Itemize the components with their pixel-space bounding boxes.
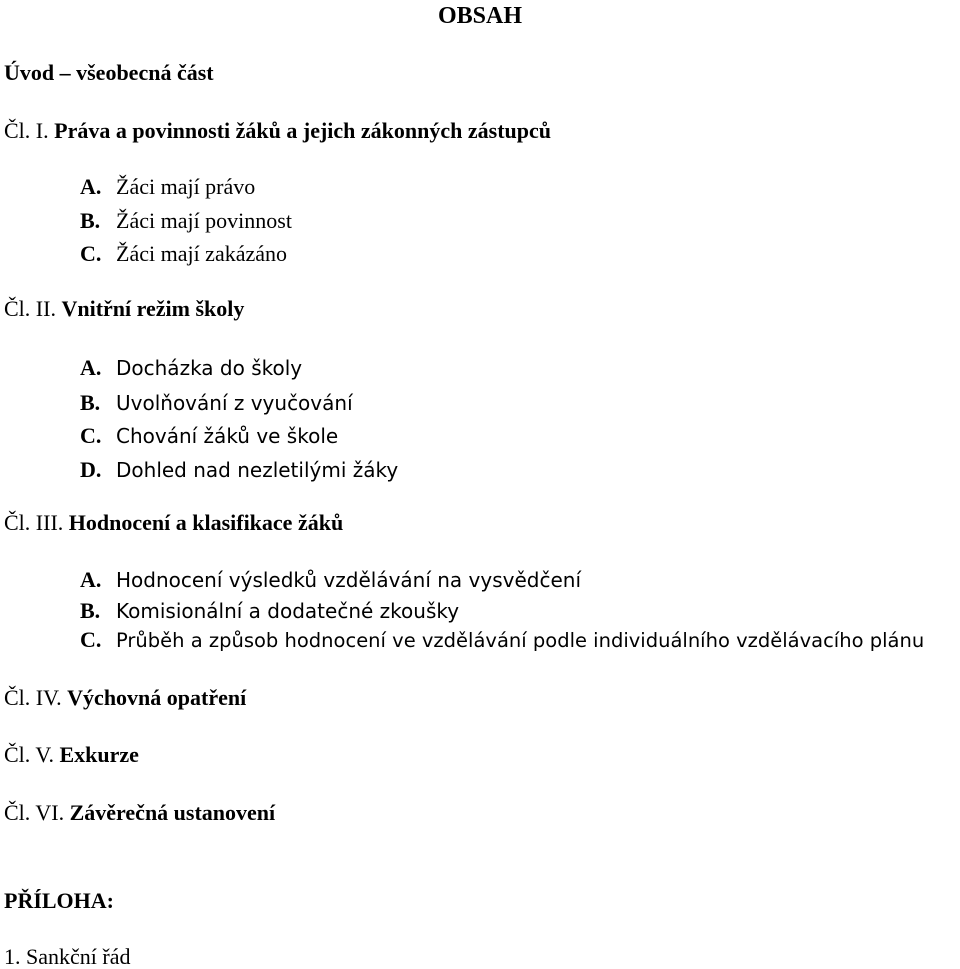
section-heading-1	[4, 120, 551, 142]
list-item	[80, 600, 459, 622]
list-item	[80, 392, 353, 414]
item-letter: B.	[80, 598, 101, 623]
item-text: Žáci mají povinnost	[116, 208, 292, 233]
item-text: Dohled nad nezletilými žáky	[116, 458, 399, 482]
section-prefix: Čl. VI.	[4, 800, 65, 825]
section-heading-2	[4, 298, 244, 320]
section-heading-4	[4, 687, 246, 709]
section-prefix: Čl. V.	[4, 742, 54, 767]
section-title: Exkurze	[59, 742, 139, 767]
item-text: Docházka do školy	[116, 356, 303, 380]
list-item	[80, 425, 338, 447]
item-text: Průběh a způsob hodnocení ve vzdělávání podle individuálního vzdělávacího plánu	[116, 629, 925, 652]
list-item	[80, 357, 302, 379]
item-letter: C.	[80, 423, 102, 448]
section-title: Vnitřní režim školy	[61, 296, 245, 321]
section-prefix: Čl. IV.	[4, 685, 62, 710]
section-title: Hodnocení a klasifikace žáků	[68, 510, 344, 535]
list-item	[80, 210, 292, 232]
item-letter: C.	[80, 627, 102, 652]
item-letter: B.	[80, 208, 101, 233]
section-prefix: Čl. I.	[4, 118, 49, 143]
item-letter: A.	[80, 174, 102, 199]
page-title: OBSAH	[438, 3, 523, 29]
item-letter: A.	[80, 355, 102, 380]
intro-heading: Úvod – všeobecná část	[4, 60, 214, 85]
item-text: Komisionální a dodatečné zkoušky	[116, 599, 460, 623]
list-item	[80, 569, 581, 591]
appendix-heading: PŘÍLOHA:	[4, 888, 114, 913]
section-prefix: Čl. III.	[4, 510, 64, 535]
item-letter: A.	[80, 567, 102, 592]
section-heading-3	[4, 512, 343, 534]
section-title: Závěrečná ustanovení	[69, 800, 276, 825]
list-item	[80, 243, 287, 265]
section-prefix: Čl. II.	[4, 296, 56, 321]
item-text: Uvolňování z vyučování	[116, 391, 353, 415]
section-title: Práva a povinnosti žáků a jejich zákonných zástupců	[54, 118, 552, 143]
appendix-item: 1. Sankční řád	[4, 944, 131, 969]
item-letter: B.	[80, 390, 101, 415]
list-item	[80, 629, 924, 651]
section-title: Výchovná opatření	[67, 685, 247, 710]
section-heading-6	[4, 802, 275, 824]
item-text: Hodnocení výsledků vzdělávání na vysvědčení	[116, 568, 581, 592]
item-text: Chování žáků ve škole	[116, 424, 339, 448]
list-item	[80, 176, 255, 198]
item-letter: C.	[80, 241, 102, 266]
item-letter: D.	[80, 457, 102, 482]
section-heading-5	[4, 744, 139, 766]
item-text: Žáci mají právo	[116, 174, 256, 199]
item-text: Žáci mají zakázáno	[116, 241, 288, 266]
list-item	[80, 459, 398, 481]
